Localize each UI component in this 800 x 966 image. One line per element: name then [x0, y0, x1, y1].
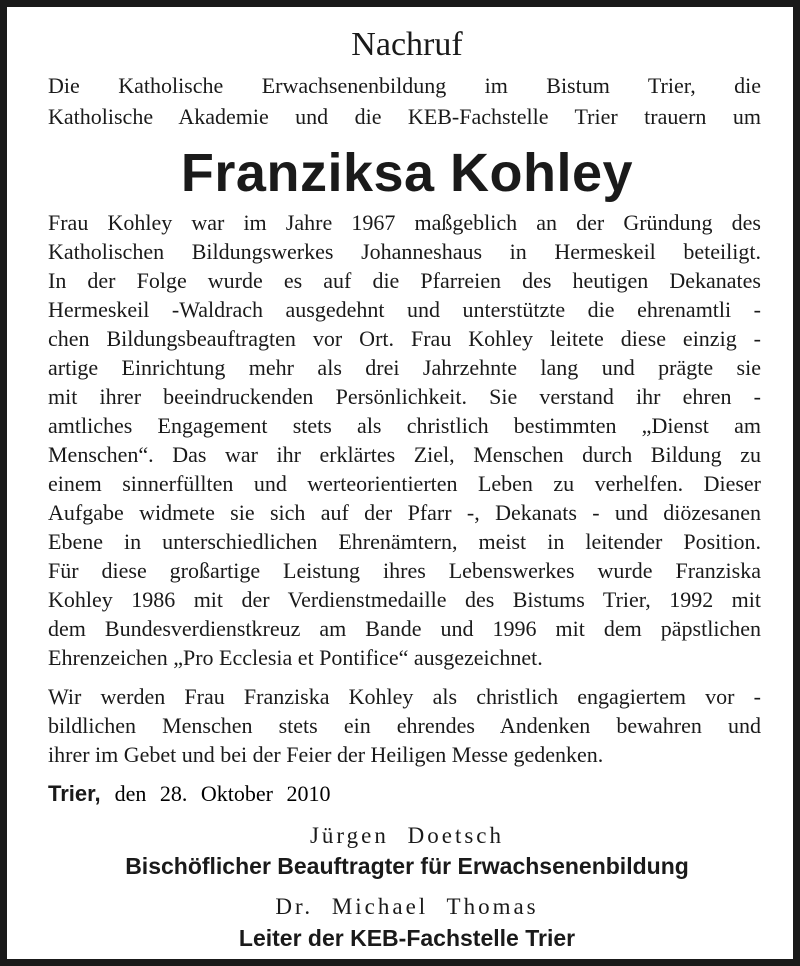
body-line: chen Bildungsbeauftragten vor Ort. Frau Kohley leitete diese einzig - — [48, 326, 761, 351]
dateline — [48, 781, 330, 807]
body-line: Katholischen Bildungswerkes Johanneshaus in Hermeskeil beteiligt. — [48, 239, 761, 264]
body-line: Menschen“. Das war ihr erklärtes Ziel, Menschen durch Bildung zu — [48, 442, 761, 467]
body-line: Ehrenzeichen „Pro Ecclesia et Pontifice“ ausgezeichnet. — [48, 645, 543, 670]
signatory-role: Leiter der KEB-Fachstelle Trier — [238, 925, 576, 951]
body-line: Ebene in unterschiedlichen Ehrenämtern, meist in leitender Position. — [48, 529, 761, 554]
deceased-name: Franziksa Kohley — [180, 143, 634, 203]
closing-line: Wir werden Frau Franziska Kohley als christlich engagiertem vor - — [48, 684, 761, 709]
body-line: amtliches Engagement stets als christlich bestimmten „Dienst am — [48, 413, 761, 438]
body-line: In der Folge wurde es auf die Pfarreien des heutigen Dekanates — [48, 268, 761, 293]
body-line: Aufgabe widmete sie sich auf der Pfarr -, Dekanats - und diözesanen — [48, 500, 761, 525]
body-line: mit ihrer beeindruckenden Persönlichkeit. Sie verstand ihr ehren - — [48, 384, 761, 409]
closing-line: bildlichen Menschen stets ein ehrendes Andenken bewahren und — [48, 713, 761, 738]
notice-heading: Nachruf — [351, 26, 463, 63]
body-line: Frau Kohley war im Jahre 1967 maßgeblich an der Gründung des — [48, 210, 761, 235]
body-line: dem Bundesverdienstkreuz am Bande und 1996 mit dem päpstlichen — [48, 616, 761, 641]
intro-line: Die Katholische Erwachsenenbildung im Bistum Trier, die — [48, 73, 761, 98]
closing-line: ihrer im Gebet und bei der Feier der Heiligen Messe gedenken. — [48, 742, 604, 767]
intro-line: Katholische Akademie und die KEB-Fachstelle Trier trauern um — [48, 104, 761, 129]
signatory-name: Dr. Michael Thomas — [275, 894, 539, 919]
body-line: Hermeskeil -Waldrach ausgedehnt und unterstützte die ehrenamtli - — [48, 297, 761, 322]
dateline-date: den 28. Oktober 2010 — [114, 781, 331, 806]
body-line: Kohley 1986 mit der Verdienstmedaille des Bistums Trier, 1992 mit — [48, 587, 761, 612]
body-line: einem sinnerfüllten und werteorientierten Leben zu verhelfen. Dieser — [48, 471, 761, 496]
body-line: Für diese großartige Leistung ihres Lebenswerkes wurde Franziska — [48, 558, 761, 583]
dateline-city: Trier, — [48, 781, 101, 806]
signatory-name: Jürgen Doetsch — [309, 823, 505, 848]
signatory-role: Bischöflicher Beauftragter für Erwachsenenbildung — [125, 853, 689, 879]
body-line: artige Einrichtung mehr als drei Jahrzehnte lang und prägte sie — [48, 355, 761, 380]
